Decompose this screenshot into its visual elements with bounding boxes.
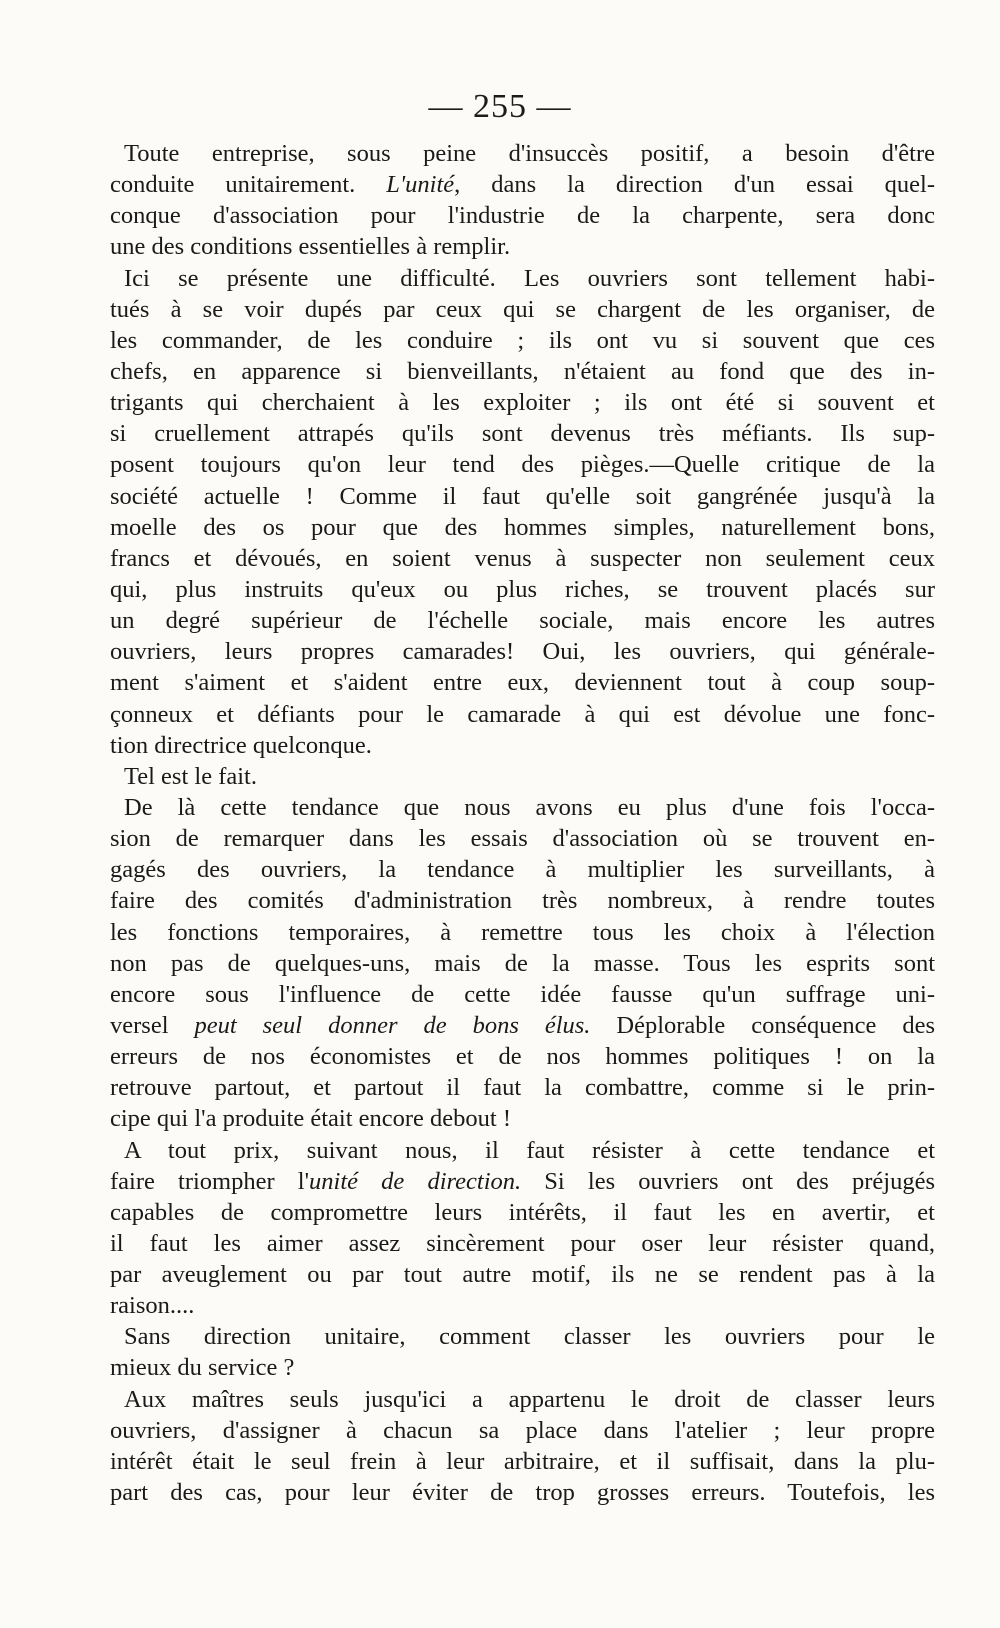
text-line bbox=[110, 1446, 935, 1477]
text-segment: par aveuglement ou par tout autre motif, ils ne se rendent pas à la bbox=[110, 1261, 935, 1289]
text-segment: intérêt était le seul frein à leur arbitraire, et il suffisait, dans la plu- bbox=[110, 1447, 935, 1475]
text-segment: chefs, en apparence si bienveillants, n'étaient au fond que des in- bbox=[110, 357, 935, 385]
text-line bbox=[110, 263, 935, 294]
text-segment: une des conditions essentielles à remplir. bbox=[110, 233, 511, 261]
text-line bbox=[110, 1259, 935, 1290]
text-segment: cipe qui l'a produite était encore debout ! bbox=[110, 1105, 512, 1133]
text-segment: Toute entreprise, sous peine d'insuccès positif, a besoin d'être bbox=[124, 140, 935, 167]
text-line bbox=[110, 1415, 935, 1446]
text-segment: conduite unitairement. bbox=[110, 171, 387, 199]
text-line bbox=[110, 823, 935, 854]
text-segment: capables de compromettre leurs intérêts, il faut les en avertir, et bbox=[110, 1198, 935, 1226]
text-line bbox=[110, 979, 935, 1010]
text-line bbox=[110, 481, 935, 512]
text-line bbox=[110, 418, 935, 449]
text-line bbox=[110, 356, 935, 387]
text-line bbox=[110, 231, 935, 262]
text-line bbox=[110, 512, 935, 543]
text-line bbox=[110, 294, 935, 325]
text-line bbox=[110, 730, 935, 761]
text-segment: conque d'association pour l'industrie de la charpente, sera donc bbox=[110, 202, 935, 230]
text-line bbox=[110, 1228, 935, 1259]
text-segment: ment s'aiment et s'aident entre eux, deviennent tout à coup soup- bbox=[110, 669, 935, 697]
text-segment: Ici se présente une difficulté. Les ouvriers sont tellement habi- bbox=[124, 264, 935, 292]
text-segment: mieux du service ? bbox=[110, 1354, 295, 1382]
text-line bbox=[110, 200, 935, 231]
page-number: — 255 — bbox=[428, 88, 572, 125]
text-line bbox=[110, 1135, 935, 1166]
text-segment: retrouve partout, et partout il faut la combattre, comme si le prin- bbox=[110, 1074, 935, 1102]
text-line bbox=[110, 885, 935, 916]
text-line bbox=[110, 792, 935, 823]
text-segment: les commander, de les conduire ; ils ont vu si souvent que ces bbox=[110, 326, 935, 354]
text-segment: part des cas, pour leur éviter de trop grosses erreurs. Toutefois, les bbox=[110, 1479, 935, 1507]
text-segment: Sans direction unitaire, comment classer les ouvriers pour le bbox=[124, 1323, 935, 1351]
text-segment: , dans la direction d'un essai quel- bbox=[454, 171, 935, 199]
text-segment: qui, plus instruits qu'eux ou plus riches, se trouvent placés sur bbox=[110, 575, 935, 603]
italic-text: unité de direction. bbox=[309, 1167, 522, 1195]
text-line bbox=[110, 387, 935, 418]
text-segment: ouvriers, d'assigner à chacun sa place dans l'atelier ; leur propre bbox=[110, 1416, 935, 1444]
text-segment: çonneux et défiants pour le camarade à qui est dévolue une fonc- bbox=[110, 700, 935, 728]
text-line bbox=[110, 325, 935, 356]
text-segment: gagés des ouvriers, la tendance à multiplier les surveillants, à bbox=[110, 856, 935, 884]
text-line bbox=[110, 1041, 935, 1072]
text-line bbox=[110, 1010, 935, 1041]
text-segment: un degré supérieur de l'échelle sociale, mais encore les autres bbox=[110, 607, 935, 635]
body-text bbox=[110, 138, 935, 1508]
text-segment: trigants qui cherchaient à les exploiter ; ils ont été si souvent et bbox=[110, 389, 935, 417]
text-line bbox=[110, 1477, 935, 1508]
text-segment: tion directrice quelconque. bbox=[110, 731, 372, 759]
text-segment: non pas de quelques-uns, mais de la masse. Tous les esprits sont bbox=[110, 949, 935, 977]
text-segment: encore sous l'influence de cette idée fausse qu'un suffrage uni- bbox=[110, 980, 935, 1008]
text-segment: posent toujours qu'on leur tend des pièges.—Quelle critique de la bbox=[110, 451, 935, 479]
text-line bbox=[110, 169, 935, 200]
text-segment: sion de remarquer dans les essais d'association où se trouvent en- bbox=[110, 825, 935, 853]
text-line bbox=[110, 138, 935, 169]
text-line bbox=[110, 449, 935, 480]
text-segment: faire triompher l' bbox=[110, 1167, 310, 1195]
text-segment: raison.... bbox=[110, 1292, 195, 1320]
text-line bbox=[110, 917, 935, 948]
text-segment: tués à se voir dupés par ceux qui se chargent de les organiser, de bbox=[110, 295, 935, 323]
text-segment: les fonctions temporaires, à remettre tous les choix à l'élection bbox=[110, 918, 935, 946]
text-line bbox=[110, 854, 935, 885]
text-segment: si cruellement attrapés qu'ils sont devenus très méfiants. Ils sup- bbox=[110, 420, 935, 448]
text-line bbox=[110, 574, 935, 605]
text-line bbox=[110, 1103, 935, 1134]
text-segment: il faut les aimer assez sincèrement pour oser leur résister quand, bbox=[110, 1229, 935, 1257]
text-segment: Si les ouvriers ont des préjugés bbox=[521, 1167, 935, 1195]
text-line bbox=[110, 761, 935, 792]
text-line bbox=[110, 636, 935, 667]
text-segment: ouvriers, leurs propres camarades! Oui, les ouvriers, qui générale- bbox=[110, 638, 935, 666]
text-line bbox=[110, 1072, 935, 1103]
text-line bbox=[110, 1166, 935, 1197]
text-segment: moelle des os pour que des hommes simples, naturellement bons, bbox=[110, 513, 935, 541]
text-line bbox=[110, 605, 935, 636]
text-line bbox=[110, 1290, 935, 1321]
text-line bbox=[110, 1352, 935, 1383]
italic-text: L'unité bbox=[386, 171, 455, 199]
text-segment: société actuelle ! Comme il faut qu'elle soit gangrénée jusqu'à la bbox=[110, 482, 935, 510]
text-segment: versel bbox=[110, 1011, 195, 1039]
text-segment: A tout prix, suivant nous, il faut résister à cette tendance et bbox=[124, 1136, 935, 1164]
text-segment: francs et dévoués, en soient venus à suspecter non seulement ceux bbox=[110, 544, 935, 572]
text-line bbox=[110, 667, 935, 698]
text-segment: Aux maîtres seuls jusqu'ici a appartenu le droit de classer leurs bbox=[124, 1385, 935, 1413]
text-segment: Tel est le fait. bbox=[124, 762, 257, 790]
text-line bbox=[110, 699, 935, 730]
text-segment: erreurs de nos économistes et de nos hommes politiques ! on la bbox=[110, 1043, 935, 1071]
text-line bbox=[110, 1197, 935, 1228]
text-segment: faire des comités d'administration très nombreux, à rendre toutes bbox=[110, 887, 935, 915]
italic-text: peut seul donner de bons élus. bbox=[194, 1011, 591, 1039]
text-segment: De là cette tendance que nous avons eu plus d'une fois l'occa- bbox=[124, 793, 935, 821]
text-segment: Déplorable conséquence des bbox=[590, 1011, 936, 1039]
text-line bbox=[110, 543, 935, 574]
text-line bbox=[110, 948, 935, 979]
text-line bbox=[110, 1384, 935, 1415]
text-line bbox=[110, 1321, 935, 1352]
